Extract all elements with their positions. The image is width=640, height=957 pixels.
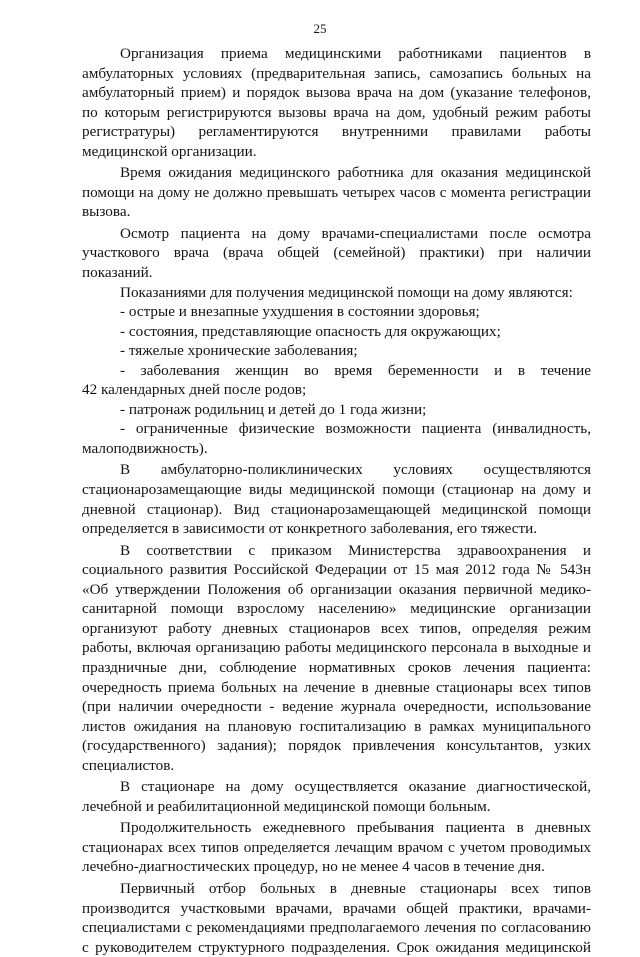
- text-line: помощи на дому не должно превышать четырех часов с момента регистрации: [82, 183, 591, 201]
- text-line: вызова.: [82, 203, 131, 221]
- text-line: медицинской организации.: [82, 142, 257, 160]
- text-line: Первичный отбор больных в дневные стационары всех типов: [120, 879, 591, 897]
- text-line: стационарах всех типов определяется лечащим врачом с учетом проводимых: [82, 838, 591, 856]
- text-line: (при наличии очередности - ведение журнала очередности, использование: [82, 698, 591, 716]
- text-line: В амбулаторно-поликлинических условиях осуществляются: [120, 461, 591, 479]
- text-line: (государственного) задания); порядок привлечения консультантов, узких: [82, 737, 591, 755]
- text-line: работы, включая организацию работы медицинского персонала в выходные и: [82, 639, 591, 657]
- list-item-continuation: 42 календарных дней после родов;: [82, 381, 307, 399]
- text-line: по которым регистрируются вызовы врача на дом, удобный режим работы: [82, 103, 591, 121]
- text-line: стационарозамещающие виды медицинской помощи (стационар на дому и: [82, 481, 591, 499]
- text-line: специалистов.: [82, 756, 175, 774]
- text-line: праздничные дни, соблюдение нормативных сроков лечения пациента:: [82, 658, 591, 676]
- text-line: Организация приема медицинскими работниками пациентов в: [120, 45, 591, 62]
- text-line: В стационаре на дому осуществляется оказание диагностической,: [120, 778, 591, 796]
- text-line: В соответствии с приказом Министерства здравоохранения и: [120, 541, 591, 559]
- text-line: листов ожидания на плановую госпитализацию в рамках муниципального: [82, 717, 591, 735]
- text-line: участкового врача (врача общей (семейной) практики) при наличии: [82, 244, 591, 262]
- document-body: [82, 44, 591, 957]
- text-line: специалистами с рекомендациями предполагаемого лечения по согласованию: [82, 919, 591, 937]
- text-line: производится участковыми врачами, врачами общей практики, врачами-: [82, 899, 591, 917]
- text-line: организуют работу дневных стационаров всех типов, определяя режим: [82, 619, 591, 637]
- text-line: очередность приема больных на лечение в дневные стационары всех типов: [82, 678, 591, 696]
- text-line: амбулаторный прием) и порядок вызова врача на дом (указание телефонов,: [82, 84, 591, 102]
- text-line: определяется в зависимости от конкретного заболевания, его тяжести.: [82, 520, 538, 538]
- list-item: - состояния, представляющие опасность для окружающих;: [120, 322, 501, 340]
- text-line: Осмотр пациента на дому врачами-специалистами после осмотра: [120, 224, 591, 242]
- text-line: санитарной помощи взрослому населению» медицинские организации: [82, 600, 591, 618]
- list-item-continuation: малоподвижность).: [82, 439, 208, 457]
- page-number: 25: [313, 21, 327, 36]
- list-item: - ограниченные физические возможности пациента (инвалидность,: [120, 420, 591, 438]
- text-line: Продолжительность ежедневного пребывания пациента в дневных: [120, 819, 591, 837]
- text-line: амбулаторных условиях (предварительная запись, самозапись больных на: [82, 64, 591, 82]
- text-line: Время ожидания медицинского работника для оказания медицинской: [120, 164, 591, 182]
- text-line: регистратуры) регламентируются внутренними правилами работы: [82, 123, 591, 141]
- text-line: лечебно-диагностических процедур, но не менее 4 часов в течение дня.: [82, 858, 545, 876]
- text-line: с руководителем структурного подразделения. Срок ожидания медицинской: [82, 938, 591, 956]
- list-item: - острые и внезапные ухудшения в состоянии здоровья;: [120, 303, 480, 321]
- text-line: дневной стационар). Вид стационарозамещающей медицинской помощи: [82, 500, 591, 518]
- list-item: - заболевания женщин во время беременности и в течение: [120, 361, 591, 379]
- list-item: - патронаж родильниц и детей до 1 года жизни;: [120, 400, 427, 418]
- list-item: - тяжелые хронические заболевания;: [120, 342, 358, 360]
- text-line: лечебной и реабилитационной медицинской помощи больным.: [82, 797, 491, 815]
- text-line: показаний.: [82, 264, 153, 282]
- text-line: социального развития Российской Федерации от 15 мая 2012 года № 543н: [82, 561, 591, 579]
- text-line: «Об утверждении Положения об организации оказания первичной медико-: [82, 580, 591, 598]
- text-line: Показаниями для получения медицинской помощи на дому являются:: [120, 283, 573, 301]
